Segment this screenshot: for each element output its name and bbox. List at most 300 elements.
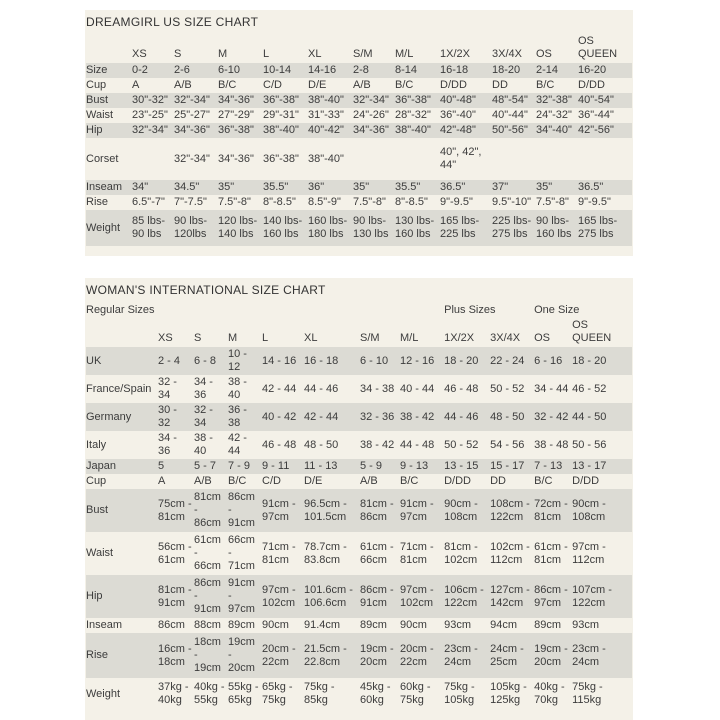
size-cell: 22 - 24: [490, 354, 525, 367]
size-cell: 16 - 18: [304, 354, 339, 367]
international-size-chart-section: [85, 278, 633, 720]
row-label: Cup: [86, 79, 107, 91]
size-cell: [395, 138, 440, 180]
size-cell: 93cm: [444, 619, 472, 631]
size-cell: 25"-27": [174, 109, 210, 121]
international-size-chart-table: [86, 302, 632, 710]
row-label: Bust: [86, 504, 109, 516]
size-cell: 42"-48": [440, 124, 476, 136]
size-cell: D/E: [308, 79, 327, 91]
size-cell: 54 - 56: [490, 438, 525, 451]
size-cell: 90cm - 108cm: [444, 497, 478, 523]
table-row: [86, 633, 632, 678]
size-cell: 7 - 13: [534, 460, 563, 472]
size-cell: 30"-32": [132, 94, 168, 106]
table-row: [86, 678, 632, 710]
size-cell: 9"-9.5": [440, 196, 473, 208]
row-label: Size: [86, 64, 108, 76]
size-cell: 40kg - 70kg: [534, 681, 565, 706]
size-cell: 8"-8.5": [395, 196, 428, 208]
size-cell: 35.5": [263, 181, 289, 193]
table-row: [86, 431, 632, 459]
row-label: Rise: [86, 649, 109, 661]
us-size-chart-title: DREAMGIRL US SIZE CHART: [86, 15, 259, 29]
size-cell: 32 - 34: [194, 404, 213, 429]
size-cell: 9 - 11: [262, 460, 290, 472]
size-cell: 2 - 4: [158, 354, 181, 367]
table-row: [86, 474, 632, 489]
size-cell: D/E: [304, 475, 323, 487]
size-cell: 81cm - 102cm: [444, 540, 478, 566]
size-column-header: M: [218, 48, 228, 60]
size-cell: 38 - 40: [228, 376, 247, 401]
size-cell: 23"-25": [132, 109, 168, 121]
size-cell: 86cm - 91cm: [194, 577, 221, 615]
size-cell: 28"-32": [395, 109, 431, 121]
size-cell: 120 lbs-140 lbs: [218, 215, 258, 240]
size-column-header: XL: [308, 48, 322, 60]
row-label: Germany: [86, 410, 132, 423]
size-cell: 38 - 48: [534, 438, 569, 451]
size-cell: 42"-56": [578, 124, 614, 136]
size-cell: 42 - 44: [304, 410, 339, 423]
size-cell: 60kg - 75kg: [400, 681, 431, 706]
size-cell: 86cm - 97cm: [534, 583, 568, 609]
size-cell: 35": [218, 181, 235, 193]
row-label: Waist: [86, 109, 114, 121]
row-label-header: [86, 34, 132, 63]
size-cell: 160 lbs-180 lbs: [308, 215, 348, 240]
size-cell: 101.6cm - 106.6cm: [304, 583, 353, 609]
size-cell: 13 - 17: [572, 460, 607, 472]
table-row: [86, 123, 632, 138]
size-cell: 88cm: [194, 619, 221, 631]
size-cell: 8-14: [395, 64, 418, 76]
size-cell: B/C: [536, 79, 555, 91]
size-cell: DD: [490, 475, 506, 487]
size-cell: 81cm - 86cm: [194, 491, 221, 529]
size-cell: 71cm - 81cm: [262, 540, 296, 566]
size-cell: 6-10: [218, 64, 241, 76]
row-label: Bust: [86, 94, 109, 106]
size-cell: 11 - 13: [304, 460, 338, 472]
size-cell: 90 lbs- 160 lbs: [536, 215, 572, 240]
size-cell: 38 - 42: [400, 410, 435, 423]
size-cell: 35": [536, 181, 553, 193]
size-cell: 0-2: [132, 64, 148, 76]
size-cell: 6 - 10: [360, 354, 389, 367]
size-cell: 97cm - 112cm: [572, 540, 606, 566]
table-row: [86, 138, 632, 180]
size-cell: 34"-40": [536, 124, 572, 136]
size-cell: 36"-38": [218, 124, 254, 136]
size-cell: 5 - 9: [360, 460, 383, 472]
size-cell: 36"-40": [440, 109, 476, 121]
size-cell: 16-18: [440, 64, 469, 76]
size-cell: B/C: [400, 475, 419, 487]
size-cell: 44 - 50: [572, 410, 607, 423]
size-cell: 14 - 16: [262, 354, 297, 367]
size-cell: 38"-40": [308, 94, 344, 106]
size-cell: D/DD: [440, 79, 467, 91]
size-cell: 86cm - 91cm: [360, 583, 394, 609]
row-label: Corset: [86, 152, 119, 165]
size-cell: A: [158, 475, 166, 487]
size-column-header: XS: [158, 332, 173, 344]
row-label: Rise: [86, 196, 109, 208]
size-cell: 44 - 46: [444, 410, 479, 423]
table-row: [86, 459, 632, 474]
size-cell: 55kg - 65kg: [228, 681, 259, 706]
size-column-header: M/L: [400, 332, 419, 344]
size-cell: 38"-40": [395, 124, 431, 136]
size-cell: 89cm: [228, 619, 255, 631]
size-cell: 127cm - 142cm: [490, 583, 530, 609]
size-column-header: 3X/4X: [490, 332, 521, 344]
size-cell: 165 lbs- 225 lbs: [440, 215, 480, 240]
size-column-header: L: [262, 332, 269, 344]
size-cell: 36"-38": [395, 94, 431, 106]
size-cell: 18 - 20: [444, 354, 479, 367]
us-size-chart-section: [85, 10, 633, 256]
row-label: Inseam: [86, 619, 123, 631]
row-label: Hip: [86, 124, 103, 136]
size-cell: 38"-40": [263, 124, 299, 136]
size-column-header: 1X/2X: [440, 48, 470, 60]
size-cell: 34"-36": [174, 124, 210, 136]
size-cell: 40"-42": [308, 124, 344, 136]
size-cell: 20cm - 22cm: [400, 642, 434, 668]
size-cell: A/B: [174, 79, 192, 91]
size-cell: 36 - 38: [228, 404, 247, 429]
size-cell: 75kg - 115kg: [572, 681, 603, 706]
table-row: [86, 575, 632, 618]
size-cell: 23cm - 24cm: [572, 642, 606, 668]
size-cell: 102cm - 112cm: [490, 540, 530, 566]
size-cell: 97cm - 102cm: [400, 583, 434, 609]
size-cell: 36"-38": [263, 152, 299, 165]
size-cell: 40 - 42: [262, 410, 297, 423]
table-row: [86, 618, 632, 633]
size-cell: 78.7cm - 83.8cm: [304, 540, 347, 566]
size-cell: 6 - 16: [534, 354, 563, 367]
size-cell: 56cm - 61cm: [158, 540, 192, 566]
size-cell: 34.5": [174, 181, 200, 193]
size-cell: A: [132, 79, 140, 91]
column-header-row: [86, 34, 632, 63]
size-cell: 107cm - 122cm: [572, 583, 612, 609]
size-cell: 91.4cm: [304, 619, 341, 631]
size-cell: 50 - 52: [490, 382, 525, 395]
size-cell: 40"-44": [492, 109, 528, 121]
size-cell: 7 - 9: [228, 460, 251, 472]
size-cell: 16cm - 18cm: [158, 642, 192, 668]
size-cell: 34": [132, 181, 149, 193]
size-cell: 32"-38": [536, 94, 572, 106]
row-label: Waist: [86, 547, 114, 559]
size-cell: 90 lbs- 120lbs: [174, 215, 208, 240]
size-cell: [353, 138, 395, 180]
size-cell: 14-16: [308, 64, 337, 76]
size-cell: 36"-38": [263, 94, 299, 106]
row-label-header: [86, 318, 158, 347]
size-cell: B/C: [395, 79, 414, 91]
size-cell: 140 lbs-160 lbs: [263, 215, 303, 240]
size-group-label: One Size: [534, 304, 580, 316]
size-cell: 89cm: [534, 619, 562, 631]
size-cell: 2-8: [353, 64, 369, 76]
size-cell: 94cm: [490, 619, 518, 631]
size-cell: 42 - 44: [228, 432, 247, 457]
size-cell: 75kg - 105kg: [444, 681, 475, 706]
size-cell: 8.5"-9": [308, 196, 341, 208]
size-cell: 19cm - 20cm: [228, 636, 255, 674]
size-cell: [578, 138, 632, 180]
size-cell: 46 - 48: [262, 438, 297, 451]
row-label: Hip: [86, 590, 103, 602]
size-cell: 34 - 36: [194, 376, 213, 401]
size-cell: 34 - 36: [158, 432, 177, 457]
size-cell: 96.5cm - 101.5cm: [304, 497, 347, 523]
table-row: [86, 108, 632, 123]
size-cell: 90cm: [262, 619, 289, 631]
size-cell: 61cm - 66cm: [194, 534, 221, 572]
size-cell: 40"-48": [440, 94, 476, 106]
size-cell: 21.5cm - 22.8cm: [304, 642, 347, 668]
size-cell: 2-6: [174, 64, 190, 76]
size-column-header: S: [174, 48, 182, 60]
size-cell: 30 - 32: [158, 404, 177, 429]
size-cell: 42 - 44: [262, 382, 297, 395]
size-cell: 36"-44": [578, 109, 614, 121]
size-cell: 50 - 52: [444, 438, 479, 451]
table-row: [86, 489, 632, 532]
table-row: [86, 375, 632, 403]
size-cell: 10 - 12: [228, 348, 247, 373]
size-cell: 86cm - 91cm: [228, 491, 255, 529]
size-cell: 34 - 44: [534, 382, 569, 395]
size-cell: 6 - 8: [194, 354, 217, 367]
size-cell: 27"-29": [218, 109, 254, 121]
size-column-header: S/M: [360, 332, 380, 344]
table-row: [86, 210, 632, 246]
size-cell: 36.5": [440, 181, 466, 193]
size-cell: 38 - 42: [360, 438, 395, 451]
size-cell: [536, 138, 578, 180]
size-cell: 71cm - 81cm: [400, 540, 434, 566]
table-row: [86, 63, 632, 78]
size-cell: D/DD: [578, 79, 605, 91]
size-cell: 16-20: [578, 64, 607, 76]
size-cell: 19cm - 20cm: [534, 642, 568, 668]
size-cell: 45kg - 60kg: [360, 681, 391, 706]
table-row: [86, 532, 632, 575]
size-column-header: S/M: [353, 48, 373, 60]
size-cell: C/D: [262, 475, 281, 487]
size-column-header: 3X/4X: [492, 48, 522, 60]
table-row: [86, 347, 632, 375]
size-column-header: M/L: [395, 48, 414, 60]
size-cell: 32"-34": [132, 124, 168, 136]
size-cell: 46 - 48: [444, 382, 479, 395]
size-cell: 86cm: [158, 619, 185, 631]
size-cell: 93cm: [572, 619, 600, 631]
size-cell: 35.5": [395, 181, 421, 193]
size-cell: 18-20: [492, 64, 521, 76]
size-cell: 97cm - 102cm: [262, 583, 296, 609]
size-cell: 32"-34": [174, 152, 210, 165]
size-column-header: S: [194, 332, 202, 344]
size-cell: 2-14: [536, 64, 559, 76]
size-cell: 34"-36": [218, 94, 254, 106]
size-column-header: M: [228, 332, 238, 344]
size-cell: 36": [308, 181, 325, 193]
size-cell: 9"-9.5": [578, 196, 611, 208]
size-column-header: XS: [132, 48, 147, 60]
size-cell: 46 - 52: [572, 382, 607, 395]
international-size-chart-title: WOMAN'S INTERNATIONAL SIZE CHART: [86, 283, 326, 297]
size-cell: 37": [492, 181, 509, 193]
size-cell: 32 - 42: [534, 410, 569, 423]
size-cell: 40kg - 55kg: [194, 681, 225, 706]
size-cell: 75cm - 81cm: [158, 497, 192, 523]
size-cell: 81cm - 91cm: [158, 583, 192, 609]
size-cell: 34 - 38: [360, 382, 395, 395]
size-cell: 44 - 48: [400, 438, 435, 451]
size-cell: [492, 138, 536, 180]
size-cell: 12 - 16: [400, 354, 435, 367]
row-label: Cup: [86, 475, 107, 487]
size-cell: 50"-56": [492, 124, 528, 136]
size-cell: 23cm - 24cm: [444, 642, 478, 668]
size-cell: 15 - 17: [490, 460, 525, 472]
size-cell: 9.5"-10": [492, 196, 531, 208]
size-cell: 32 - 34: [158, 376, 177, 401]
size-cell: 7.5"-8": [536, 196, 569, 208]
size-cell: 65kg - 75kg: [262, 681, 293, 706]
size-cell: A/B: [194, 475, 212, 487]
size-cell: A/B: [360, 475, 378, 487]
size-cell: [132, 138, 174, 180]
row-label: Weight: [86, 221, 121, 234]
size-cell: 40"-54": [578, 94, 614, 106]
size-cell: 105kg - 125kg: [490, 681, 527, 706]
size-cell: 40 - 44: [400, 382, 435, 395]
size-cell: 48"-54": [492, 94, 528, 106]
size-cell: 61cm - 66cm: [360, 540, 394, 566]
size-cell: 91cm - 97cm: [228, 577, 255, 615]
size-group-row: [86, 302, 632, 318]
size-column-header: OS QUEEN: [572, 319, 612, 344]
size-group-label: Regular Sizes: [86, 304, 155, 316]
size-cell: 130 lbs-160 lbs: [395, 215, 435, 240]
size-cell: 48 - 50: [490, 410, 525, 423]
size-cell: 32"-34": [353, 94, 389, 106]
size-cell: 108cm - 122cm: [490, 497, 530, 523]
size-cell: 34"-36": [218, 152, 254, 165]
size-cell: C/D: [263, 79, 282, 91]
size-cell: A/B: [353, 79, 371, 91]
size-cell: D/DD: [572, 475, 600, 487]
size-cell: 8"-8.5": [263, 196, 296, 208]
size-cell: 34"-36": [353, 124, 389, 136]
size-cell: 72cm - 81cm: [534, 497, 568, 523]
size-cell: DD: [492, 79, 508, 91]
size-cell: 91cm - 97cm: [262, 497, 296, 523]
size-cell: 90cm - 108cm: [572, 497, 606, 523]
size-cell: 48 - 50: [304, 438, 339, 451]
table-row: [86, 180, 632, 195]
size-chart-page: [85, 10, 633, 720]
size-cell: 13 - 15: [444, 460, 479, 472]
table-row: [86, 403, 632, 431]
size-cell: 24cm - 25cm: [490, 642, 524, 668]
size-cell: 75kg - 85kg: [304, 681, 335, 706]
size-cell: 38 - 40: [194, 432, 213, 457]
size-column-header: XL: [304, 332, 318, 344]
size-cell: 10-14: [263, 64, 292, 76]
size-group-label: Plus Sizes: [444, 304, 496, 316]
size-cell: 6.5"-7": [132, 196, 165, 208]
size-cell: 19cm - 20cm: [360, 642, 394, 668]
size-cell: B/C: [534, 475, 553, 487]
size-cell: 7"-7.5": [174, 196, 207, 208]
size-cell: 31"-33": [308, 109, 344, 121]
size-cell: 40", 42", 44": [440, 146, 482, 171]
size-cell: 36.5": [578, 181, 604, 193]
size-cell: 44 - 46: [304, 382, 339, 395]
row-label: France/Spain: [86, 382, 152, 395]
size-cell: 89cm: [360, 619, 387, 631]
row-label: Italy: [86, 438, 107, 451]
size-cell: 225 lbs- 275 lbs: [492, 215, 532, 240]
size-cell: 5 - 7: [194, 460, 217, 472]
table-row: [86, 93, 632, 108]
size-cell: 18cm - 19cm: [194, 636, 221, 674]
us-size-chart-table: [86, 34, 632, 246]
size-cell: 18 - 20: [572, 354, 607, 367]
size-column-header: OS: [534, 332, 551, 344]
size-cell: 32 - 36: [360, 410, 395, 423]
column-header-row: [86, 318, 632, 347]
size-cell: 29"-31": [263, 109, 299, 121]
size-column-header: L: [263, 48, 270, 60]
size-cell: B/C: [218, 79, 237, 91]
size-cell: 91cm - 97cm: [400, 497, 434, 523]
size-cell: 37kg - 40kg: [158, 681, 189, 706]
size-cell: 35": [353, 181, 370, 193]
size-cell: 20cm - 22cm: [262, 642, 296, 668]
size-column-header: OS: [536, 48, 552, 60]
size-cell: 24"-32": [536, 109, 572, 121]
size-column-header: 1X/2X: [444, 332, 475, 344]
row-label: UK: [86, 354, 102, 367]
size-cell: 32"-34": [174, 94, 210, 106]
row-label: Inseam: [86, 181, 123, 193]
size-cell: 9 - 13: [400, 460, 429, 472]
row-label: Weight: [86, 687, 121, 700]
size-cell: 50 - 56: [572, 438, 607, 451]
size-column-header: OS QUEEN: [578, 35, 618, 60]
size-cell: B/C: [228, 475, 247, 487]
size-cell: 61cm - 81cm: [534, 540, 568, 566]
size-cell: 7.5"-8": [218, 196, 251, 208]
size-cell: 24"-26": [353, 109, 389, 121]
size-cell: D/DD: [444, 475, 471, 487]
size-cell: 81cm - 86cm: [360, 497, 394, 523]
size-cell: 90cm: [400, 619, 427, 631]
size-cell: 5: [158, 460, 165, 472]
